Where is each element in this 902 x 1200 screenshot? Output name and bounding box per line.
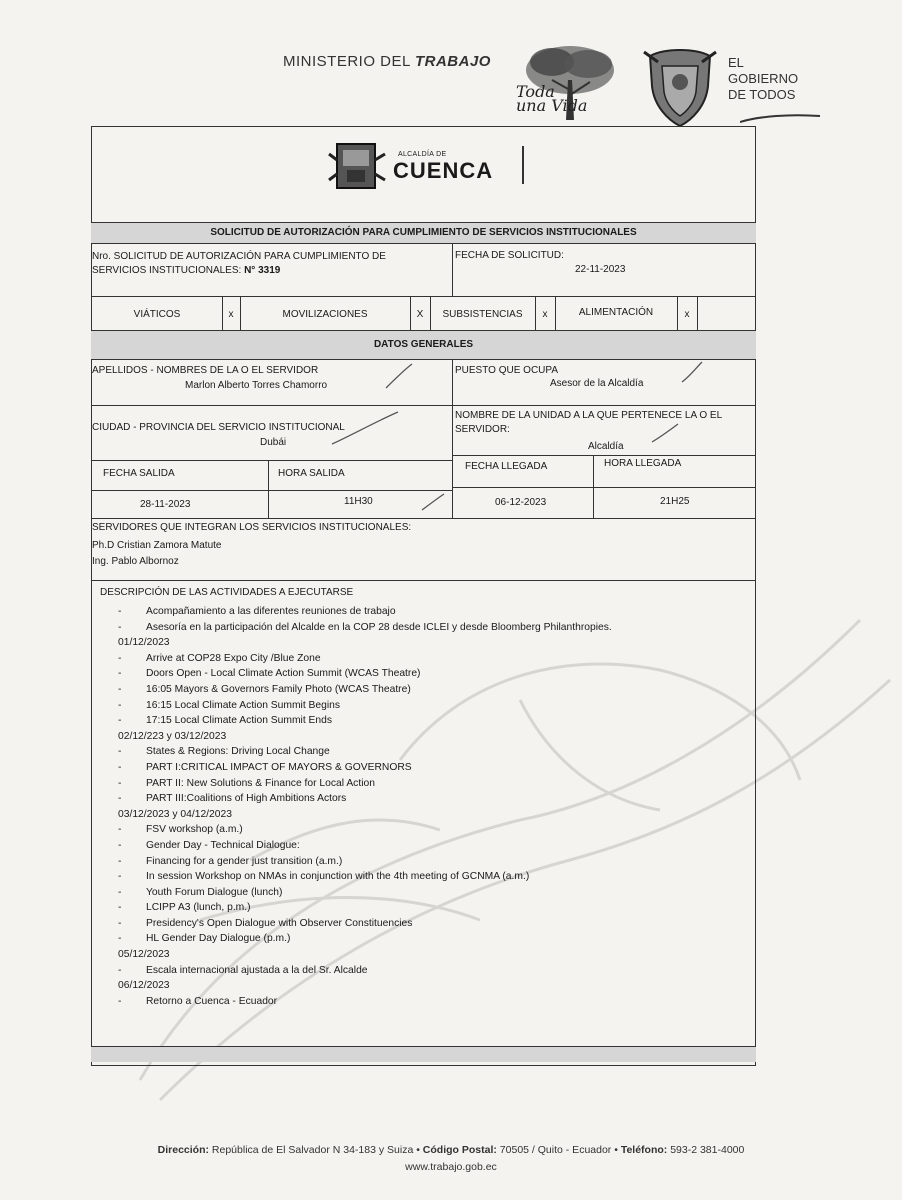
- cuenca-coat-of-arms-icon: [325, 140, 389, 192]
- activity-item: - 17:15 Local Climate Action Summit Ends: [118, 715, 333, 727]
- activity-text: FSV workshop (a.m.): [146, 824, 243, 836]
- fecha-solicitud-value: 22-11-2023: [575, 264, 626, 275]
- divider: [91, 296, 756, 297]
- divider: [452, 244, 453, 296]
- hora-llegada-value: 21H25: [660, 496, 690, 507]
- fecha-salida-label: FECHA SALIDA: [103, 468, 175, 479]
- swoosh-decoration-icon: [740, 112, 820, 124]
- activity-item: - In session Workshop on NMAs in conjunction with the 4th meeting of GCNMA (a.m.): [118, 871, 530, 883]
- activity-item: - Asesoría en la participación del Alcalde en la COP 28 desde ICLEI y desde Bloomberg Philanthropies.: [118, 621, 612, 633]
- option-subsistencias-mark: x: [542, 309, 548, 320]
- alcaldia-name: CUENCA: [393, 158, 494, 183]
- activity-item: - 16:05 Mayors & Governors Family Photo (WCAS Theatre): [118, 683, 411, 695]
- activity-item: - HL Gender Day Dialogue (p.m.): [118, 933, 291, 945]
- apellidos-value: Marlon Alberto Torres Chamorro: [185, 380, 328, 391]
- divider: [91, 580, 756, 581]
- fecha-llegada-value: 06-12-2023: [495, 497, 547, 508]
- activity-text: In session Workshop on NMAs in conjunction with the 4th meeting of GCNMA (a.m.): [146, 871, 530, 883]
- activity-text: Escala internacional ajustada a la del Sr. Alcalde: [146, 964, 368, 976]
- activity-text: Acompañamiento a las diferentes reuniones de trabajo: [146, 606, 396, 617]
- option-alimentacion-label: ALIMENTACIÓN: [578, 307, 654, 318]
- signature-check-mark-icon: [330, 408, 400, 448]
- divider: [91, 518, 756, 519]
- activity-text: Arrive at COP28 Expo City /Blue Zone: [146, 652, 321, 664]
- activity-text: PART II: New Solutions & Finance for Local Action: [146, 777, 375, 789]
- activity-item: - PART III:Coalitions of High Ambitions Actors: [118, 793, 347, 805]
- activity-date: 05/12/2023: [118, 949, 170, 961]
- ciudad-label: CIUDAD - PROVINCIA DEL SERVICIO INSTITUCIONAL: [92, 422, 345, 433]
- divider: [91, 460, 452, 461]
- hora-salida-value: 11H30: [344, 496, 373, 507]
- form-title: SOLICITUD DE AUTORIZACIÓN PARA CUMPLIMIENTO DE SERVICIOS INSTITUCIONALES: [210, 227, 637, 238]
- option-movilizaciones-label: MOVILIZACIONES: [282, 309, 368, 320]
- activity-date: 06/12/2023: [118, 980, 170, 992]
- signature-check-mark-icon: [680, 360, 704, 386]
- activity-item: - LCIPP A3 (lunch, p.m.): [118, 902, 251, 914]
- activity-item: - Doors Open - Local Climate Action Summit (WCAS Theatre): [118, 668, 421, 680]
- option-alimentacion-mark: x: [684, 309, 690, 320]
- toda-una-vida-logo: Toda una Vida: [516, 82, 588, 115]
- hora-llegada-label: HORA LLEGADA: [604, 458, 682, 469]
- ecuador-coat-of-arms-icon: [640, 46, 720, 130]
- activity-item: - Retorno a Cuenca - Ecuador: [118, 995, 278, 1007]
- signature-check-mark-icon: [384, 362, 414, 392]
- activity-item: - PART II: New Solutions & Finance for Local Action: [118, 777, 375, 789]
- activity-item: - Presidency's Open Dialogue with Observer Constituencies: [118, 917, 413, 929]
- activity-text: 17:15 Local Climate Action Summit Ends: [146, 715, 333, 727]
- fecha-solicitud-label: FECHA DE SOLICITUD:: [455, 250, 564, 261]
- activity-text: Financing for a gender just transition (a.m.): [146, 855, 343, 867]
- alcaldia-subtitle: ALCALDÍA DE: [398, 151, 447, 158]
- activity-item: - States & Regions: Driving Local Change: [118, 746, 330, 758]
- puesto-value: Asesor de la Alcaldía: [550, 378, 644, 389]
- option-movilizaciones-mark: X: [416, 309, 424, 320]
- activity-text: Doors Open - Local Climate Action Summit (WCAS Theatre): [146, 668, 421, 680]
- activity-text: Asesoría en la participación del Alcalde en la COP 28 desde ICLEI y desde Bloomberg Philanthropies.: [146, 621, 612, 633]
- datos-generales-title: DATOS GENERALES: [373, 339, 474, 350]
- activity-text: PART I:CRITICAL IMPACT OF MAYORS & GOVERNORS: [146, 761, 412, 773]
- activity-text: HL Gender Day Dialogue (p.m.): [146, 933, 291, 945]
- activity-item: - Arrive at COP28 Expo City /Blue Zone: [118, 652, 321, 664]
- servidores-label: SERVIDORES QUE INTEGRAN LOS SERVICIOS INSTITUCIONALES:: [92, 522, 412, 533]
- activity-date: 03/12/2023 y 04/12/2023: [118, 808, 232, 820]
- activity-item: - Gender Day - Technical Dialogue:: [118, 839, 300, 851]
- divider: [452, 455, 756, 456]
- nro-solicitud-label: Nro. SOLICITUD DE AUTORIZACIÓN PARA CUMPLIMIENTO DE: [92, 251, 386, 262]
- ministerio-del-trabajo-logo: MINISTERIO DEL TRABAJO: [283, 53, 491, 70]
- bottom-band: [91, 1046, 756, 1062]
- option-viaticos-mark: x: [228, 309, 234, 320]
- activity-item: - Youth Forum Dialogue (lunch): [118, 886, 283, 898]
- footer-address: Dirección: República de El Salvador N 34-183 y Suiza • Código Postal: 70505 / Quito - Ecuador • Teléfono: 593-2 381-4000: [157, 1144, 745, 1156]
- logo-divider: [522, 146, 524, 184]
- divider: [91, 405, 756, 406]
- activity-text: LCIPP A3 (lunch, p.m.): [146, 902, 251, 914]
- activity-text: States & Regions: Driving Local Change: [146, 746, 330, 758]
- activity-text: Presidency's Open Dialogue with Observer Constituencies: [146, 917, 413, 929]
- activities-list: [118, 604, 612, 1009]
- footer-website: www.trabajo.gob.ec: [405, 1161, 497, 1173]
- divider: [91, 490, 452, 491]
- descripcion-label: DESCRIPCIÓN DE LAS ACTIVIDADES A EJECUTARSE: [100, 587, 354, 598]
- fecha-salida-value: 28-11-2023: [140, 499, 191, 510]
- servidor-1: Ph.D Cristian Zamora Matute: [92, 540, 222, 551]
- form-title-band: [91, 222, 756, 244]
- signature-check-mark-icon: [650, 422, 680, 446]
- divider: [452, 487, 756, 488]
- divider: [697, 296, 698, 330]
- activity-text: PART III:Coalitions of High Ambitions Actors: [146, 793, 347, 805]
- activity-date: 02/12/223 y 03/12/2023: [118, 730, 227, 742]
- activity-text: 16:05 Mayors & Governors Family Photo (WCAS Theatre): [146, 683, 411, 695]
- puesto-label: PUESTO QUE OCUPA: [455, 365, 558, 376]
- activity-text: 16:15 Local Climate Action Summit Begins: [146, 699, 341, 711]
- servidor-2: Ing. Pablo Albornoz: [92, 556, 179, 567]
- unidad-label: NOMBRE DE LA UNIDAD A LA QUE PERTENECE LA O EL: [455, 410, 723, 421]
- activity-date: 01/12/2023: [118, 637, 170, 649]
- activity-text: Gender Day - Technical Dialogue:: [146, 839, 300, 851]
- ciudad-value: Dubái: [260, 437, 287, 448]
- signature-check-mark-icon: [420, 492, 446, 514]
- activity-text: Retorno a Cuenca - Ecuador: [146, 995, 278, 1007]
- unidad-value: Alcaldía: [588, 441, 624, 452]
- option-subsistencias-label: SUBSISTENCIAS: [442, 309, 523, 320]
- activity-item: - Escala internacional ajustada a la del Sr. Alcalde: [118, 964, 368, 976]
- nro-solicitud-label-2: SERVICIOS INSTITUCIONALES: N° 3319: [92, 265, 281, 276]
- activity-text: Youth Forum Dialogue (lunch): [146, 886, 283, 898]
- activity-item: - PART I:CRITICAL IMPACT OF MAYORS & GOVERNORS: [118, 761, 412, 773]
- hora-salida-label: HORA SALIDA: [278, 468, 345, 479]
- activity-item: - Acompañamiento a las diferentes reuniones de trabajo: [118, 606, 396, 617]
- activity-item: - Financing for a gender just transition (a.m.): [118, 855, 343, 867]
- option-viaticos-label: VIÁTICOS: [133, 309, 181, 320]
- fecha-llegada-label: FECHA LLEGADA: [465, 461, 548, 472]
- unidad-label-2: SERVIDOR:: [455, 424, 510, 435]
- activity-item: - 16:15 Local Climate Action Summit Begins: [118, 699, 341, 711]
- gobierno-de-todos-logo: EL GOBIERNO DE TODOS: [728, 55, 799, 102]
- divider: [268, 460, 269, 518]
- apellidos-label: APELLIDOS - NOMBRES DE LA O EL SERVIDOR: [92, 365, 319, 376]
- activity-item: - FSV workshop (a.m.): [118, 824, 243, 836]
- divider: [452, 360, 453, 518]
- datos-generales-band: [91, 330, 756, 360]
- nro-solicitud-value: N° 3319: [244, 265, 281, 276]
